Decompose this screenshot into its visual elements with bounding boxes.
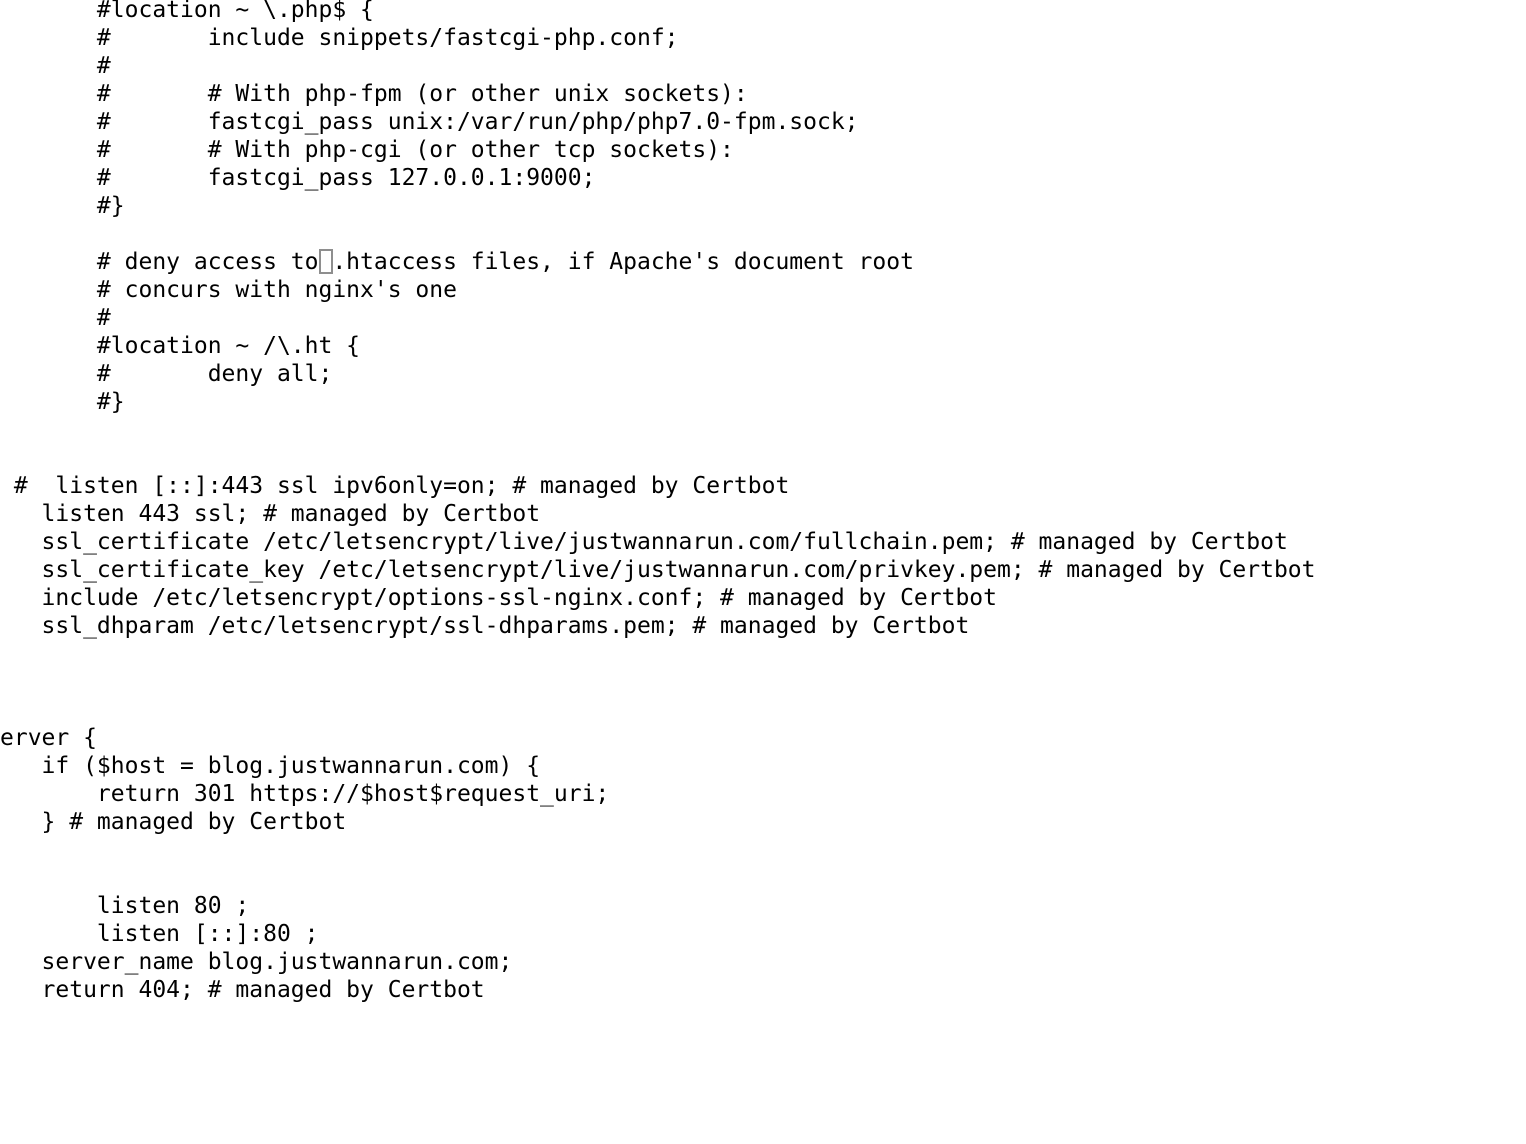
code-line xyxy=(0,416,1315,444)
code-line: # # With php-cgi (or other tcp sockets): xyxy=(0,137,734,163)
code-line: # xyxy=(0,53,111,79)
code-line: include /etc/letsencrypt/options-ssl-nginx.conf; # managed by Certbot xyxy=(0,585,997,611)
code-line: # # With php-fpm (or other unix sockets): xyxy=(0,81,748,107)
text-cursor xyxy=(319,249,333,274)
code-line: # deny all; xyxy=(0,361,333,387)
code-line: ssl_certificate_key /etc/letsencrypt/live/justwannarun.com/privkey.pem; # managed by Certbot xyxy=(0,557,1316,583)
code-line: #} xyxy=(0,193,125,219)
code-line: ssl_certificate /etc/letsencrypt/live/justwannarun.com/fullchain.pem; # managed by Certbot xyxy=(0,529,1288,555)
code-line xyxy=(0,668,1315,696)
code-line xyxy=(0,1032,1315,1060)
code-line: listen 443 ssl; # managed by Certbot xyxy=(0,501,541,527)
code-line xyxy=(0,696,1315,724)
code-line xyxy=(0,220,1315,248)
code-line: #location ~ \.php$ { xyxy=(0,0,374,23)
code-line: listen [::]:80 ; xyxy=(0,921,319,947)
code-line: listen 80 ; xyxy=(0,893,250,919)
code-line xyxy=(0,1060,1315,1088)
code-line: server_name blog.justwannarun.com; xyxy=(0,949,513,975)
code-line xyxy=(0,640,1315,668)
code-line: #} xyxy=(0,389,125,415)
code-line: # include snippets/fastcgi-php.conf; xyxy=(0,25,679,51)
code-line: # listen [::]:443 ssl ipv6only=on; # managed by Certbot xyxy=(0,473,790,499)
code-line: erver { xyxy=(0,725,97,751)
code-line: return 404; # managed by Certbot xyxy=(0,977,485,1003)
code-line xyxy=(0,1088,1315,1116)
code-line xyxy=(0,836,1315,864)
code-line: #location ~ /\.ht { xyxy=(0,333,361,359)
code-line: # deny access to .htaccess files, if Apache's document root xyxy=(0,249,914,275)
code-line: # fastcgi_pass unix:/var/run/php/php7.0-fpm.sock; xyxy=(0,109,859,135)
code-line: # xyxy=(0,305,111,331)
code-line: # fastcgi_pass 127.0.0.1:9000; xyxy=(0,165,596,191)
code-line: ssl_dhparam /etc/letsencrypt/ssl-dhparams.pem; # managed by Certbot xyxy=(0,613,970,639)
code-line: if ($host = blog.justwannarun.com) { xyxy=(0,753,541,779)
code-line xyxy=(0,444,1315,472)
code-line: return 301 https://$host$request_uri; xyxy=(0,781,610,807)
code-line: # concurs with nginx's one xyxy=(0,277,457,303)
code-line xyxy=(0,1004,1315,1032)
code-line xyxy=(0,864,1315,892)
code-line: } # managed by Certbot xyxy=(0,809,347,835)
